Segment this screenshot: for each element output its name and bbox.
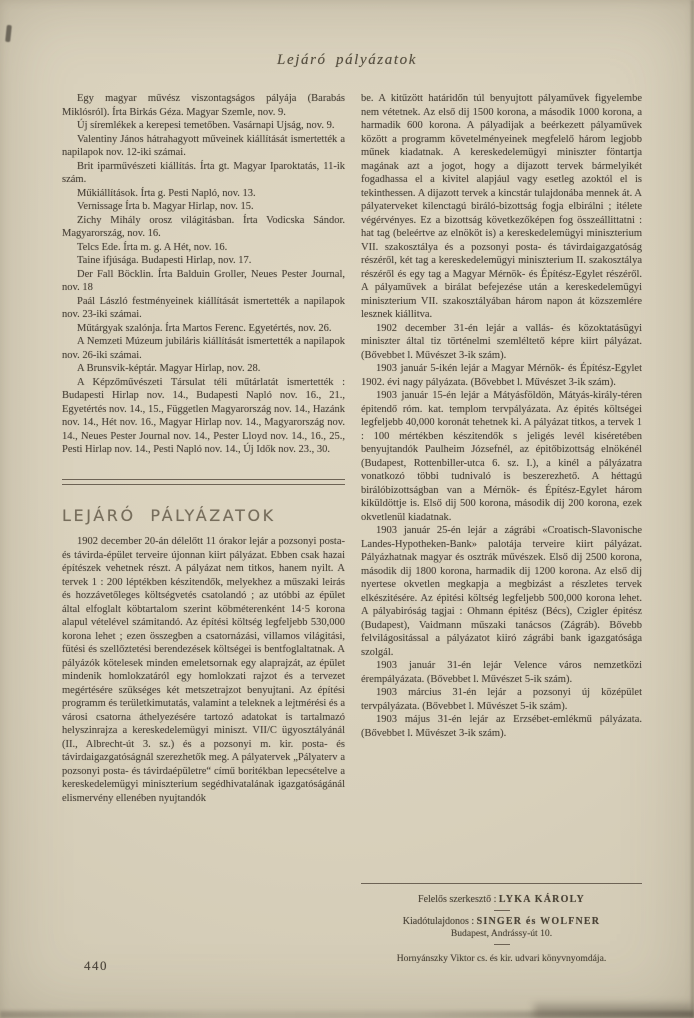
notice-item: Műkiállítások. Írta g. Pesti Napló, nov. 13.: [77, 187, 256, 199]
competition-paragraph: 1903 január 31-én lejár Velence város nemzetközi érempályázata. (Bővebbet l. Művészet 5-ik szám).: [361, 660, 642, 685]
competition-paragraph: 1902 december 31-én lejár a vallás- és közoktatásügyi miniszter által tiz történelmi szemléltető képre kiirt pályázat. (Bővebbet l. Művészet 3-ik szám).: [361, 322, 642, 361]
section-divider: [62, 479, 345, 485]
scan-artifact: [534, 1004, 694, 1018]
editor-name: LYKA KÁROLY: [498, 894, 585, 905]
imprint-footer: [361, 883, 642, 964]
page-number: 440: [84, 958, 108, 973]
notice-item: Műtárgyak szalónja. Írta Martos Ferenc. Egyetértés, nov. 26.: [77, 322, 332, 334]
notice-item: Taine ifjúsága. Budapesti Hirlap, nov. 17.: [77, 255, 252, 266]
publisher-line: [361, 916, 642, 927]
notice-list: [62, 92, 345, 457]
notice-item: Egy magyar művész viszontagságos pályája (Barabás Miklósról). Írta Birkás Géza. Magyar Szemle, nov. 9.: [62, 93, 345, 118]
competition-paragraph: 1903 május 31-én lejár az Erzsébet-emlékmű pályázata. (Bővebbet l. Művészet 3-ik szám).: [361, 714, 642, 739]
notice-item: Paál László festményeinek kiállítását ismertették a napilapok nov. 23-iki számai.: [62, 295, 345, 320]
notice-item: A Képzőművészeti Társulat téli műtárlatát ismertették : Budapesti Hirlap nov. 14., Budapesti Napló nov. 16., 21., Egyetértés nov. 14., 15., Független Magyarország nov. 14., Hazánk nov. 14., Hét nov. 16., Magyar Hirlap nov. 14., Magyarország nov. 14., Neues Pester Journal nov. 14., Pester Lloyd nov. 14., 16., 25., Pesti Hirlap nov. 14., Pesti Napló nov. 14., Új Idők nov. 23., 30.: [62, 376, 345, 455]
footer-separator: [494, 944, 510, 945]
publisher-label: Kiadótulajdonos :: [402, 916, 475, 927]
notice-item: A Nemzeti Múzeum jubiláris kiállítását ismertették a napilapok nov. 26-iki számai.: [62, 336, 345, 361]
notice-item: Valentiny János hátrahagyott műveinek kiállítását ismertették a napilapok nov. 12-iki számai.: [62, 133, 345, 158]
notice-item: Der Fall Böcklin. Írta Balduin Groller, Neues Pester Journal, nov. 18: [62, 268, 345, 293]
competition-paragraph: 1903 január 15-én lejár a Mátyásföldön, Mátyás-király-téren épitendő róm. kat. templom tervpályázata. Az épités költségei legfeljebb 40,000 koronát tehetnek ki. A pályázat titkos, a tervek 1 : 100 mértékben készitendők s jeligés levél kiséretében benyujtandók Paulheim Józsefnél, az épitőbizottság elnökénél (Budapest, Rottenbiller-utca 6. sz. I.), a kinél a pályázatra vonatkozó többi tudnivaló is beszerezhető. A héttagú birálóbizottságban van a Mérnök- és Építész-Egylet három kiküldöttje is. Első dij 500 korona, második dij 200 korona, ezek okvetlenül kiadatnak.: [361, 390, 642, 523]
competition-paragraph: 1903 január 5-ikén lejár a Magyar Mérnök- és Építész-Egylet 1902. évi nagy pályázata. (Bővebbet l. Művészet 3-ik szám).: [361, 363, 642, 388]
competition-paragraph: 1903 január 25-én lejár a zágrábi «Croatisch-Slavonische Landes-Hypotheken-Bank» palotája terveire kiirt pályázat. Pályázhatnak magyar és osztrák művészek. Első dij 2500 korona, második dij 1800 korona, harmadik dij 1200 korona. Az első dij nyertese okvetlen megkapja a megbizást a részletes tervek elkészitésére. Az épitési költség legfeljebb 500,000 korona lehet. A pályabiróság tagjai : Ohmann épitész (Bécs), Czigler épitész (Budapest), Vaidmann műszaki tanácsos (Zágráb). Bővebb felvilágositással a pályázatot kiiró zágrábi bank igazgatósága szolgál.: [361, 525, 642, 658]
editor-label: Felelős szerkesztő :: [418, 894, 497, 905]
article-continuation: be. A kitűzött határidőn túl benyujtott pályaművek figyelembe nem vétetnek. Az első dij 1500 korona, a második 1000 korona, a harmadik 600 korona. A pályadijak a beérkezett pályaművek között a programm követelményeinek megfelelő három legjobb műnek kiadatnak. A kereskedelemügyi miniszter föntartja magának azt a jogot, hogy a dijazott tervek bármelyikét fogadhassa el a kivitel alapjául vagy esetleg azoktól el is tekinthessen. A dijazott tervek a kincstár tulajdonába mennek át. A pályaterveket kilenctagú biráló-bizottság fogja elbirálni ; itélete végérvényes. Ez a bizottság következőképen fog összeállittatni : hat tag (beleértve az elnököt is) a kereskedelemügyi miniszterium VII. szakosztálya és a pozsonyi posta- és távirdaigazgatóság részéről, két tag a kereskedelemügyi miniszterium II. szakosztálya részéről és egy tag a Magyar Mérnök- és Építész-Egylet részéről. A pályaművek a birálat befejezése után a kereskedelemügyi miniszterium VII. szakosztályában három napon át közszemlére lesznek kiállitva.: [361, 93, 642, 320]
running-header: Lejáró pályázatok: [277, 52, 417, 68]
printer-line: Hornyánszky Viktor cs. és kir. udvari könyvnyomdája.: [396, 953, 607, 964]
footer-divider: [361, 883, 642, 884]
notice-item: Telcs Ede. Írta m. g. A Hét, nov. 16.: [77, 241, 228, 253]
competition-paragraph: 1903 március 31-én lejár a pozsonyi új középület tervpályázata. (Bővebbet l. Művészet 5-ik szám).: [361, 687, 642, 712]
scan-artifact: [5, 25, 12, 42]
notice-item: Vernissage Írta b. Magyar Hirlap, nov. 15.: [77, 201, 254, 212]
notice-item: Zichy Mihály orosz világitásban. Írta Vodicska Sándor. Magyarország, nov. 16.: [62, 214, 345, 239]
article-paragraph: 1902 december 20-án délelőtt 11 órakor lejár a pozsonyi posta- és távirda-épület terveire újonnan kiirt pályázat. Ebben csak hazai építészek vehetnek részt. A pályázat nem titkos, hanem nyilt. A tervek 1 : 200 léptékben készitendők, melyekhez a műszaki leirás és hozzávetőleges költségvetés csatolandó ; az utóbbi az épület által elfoglalt köbtartalom szerint köbméterenként 14·5 korona alapul vételével számitandó. Az építési költség legfeljebb 530,000 korona lehet ; ezen összegben a csatornázási, villamos világitási, fütési és szellőztetési berendezések költségei is bentfoglaltatnak. A pályázók kötelesek minden emeletsornak egy alaprajzát, az épület mindenik homlokzatáról egy homlokzati rajzot és a tervezet megértésére szükséges két metszetrajzot benyujtani. Az építési programm és területkimutatás, valamint a teleknek a lejtmérési és a városi csatorna áthelyezésére tartozó adatokat is tartalmazó helyszinrajza a kereskedelemügyi miniszt. VII/C ügyosztályánál (II., Albrecht-út 3. sz.) és a pozsonyi m. kir. posta- és távirdaigazgatóságnál szerezhetők meg. A pályatervek „Pályaterv a pozsonyi posta- és távirdaépületre“ című boritékban lepecsételve a kereskedelemügyi miniszterium segédhivatalának igazgatóságánál elismervény ellenében nyujtandók: [62, 536, 345, 804]
footer-separator: [494, 910, 510, 911]
publisher-address: Budapest, Andrássy-út 10.: [450, 928, 553, 939]
right-column: [361, 92, 642, 880]
publisher-name: SINGER és WOLFNER: [476, 916, 601, 927]
notice-item: A Brunsvik-képtár. Magyar Hirlap, nov. 28.: [77, 363, 261, 374]
notice-item: Brit iparművészeti kiállítás. Írta gt. Magyar Iparoktatás, 11-ik szám.: [62, 160, 345, 185]
section-heading: LEJÁRÓ PÁLYÁZATOK: [62, 505, 276, 525]
left-column: [62, 92, 345, 805]
notice-item: Új síremlékek a kerepesi temetőben. Vasárnapi Ujság, nov. 9.: [77, 120, 335, 131]
editor-line: [361, 894, 642, 905]
